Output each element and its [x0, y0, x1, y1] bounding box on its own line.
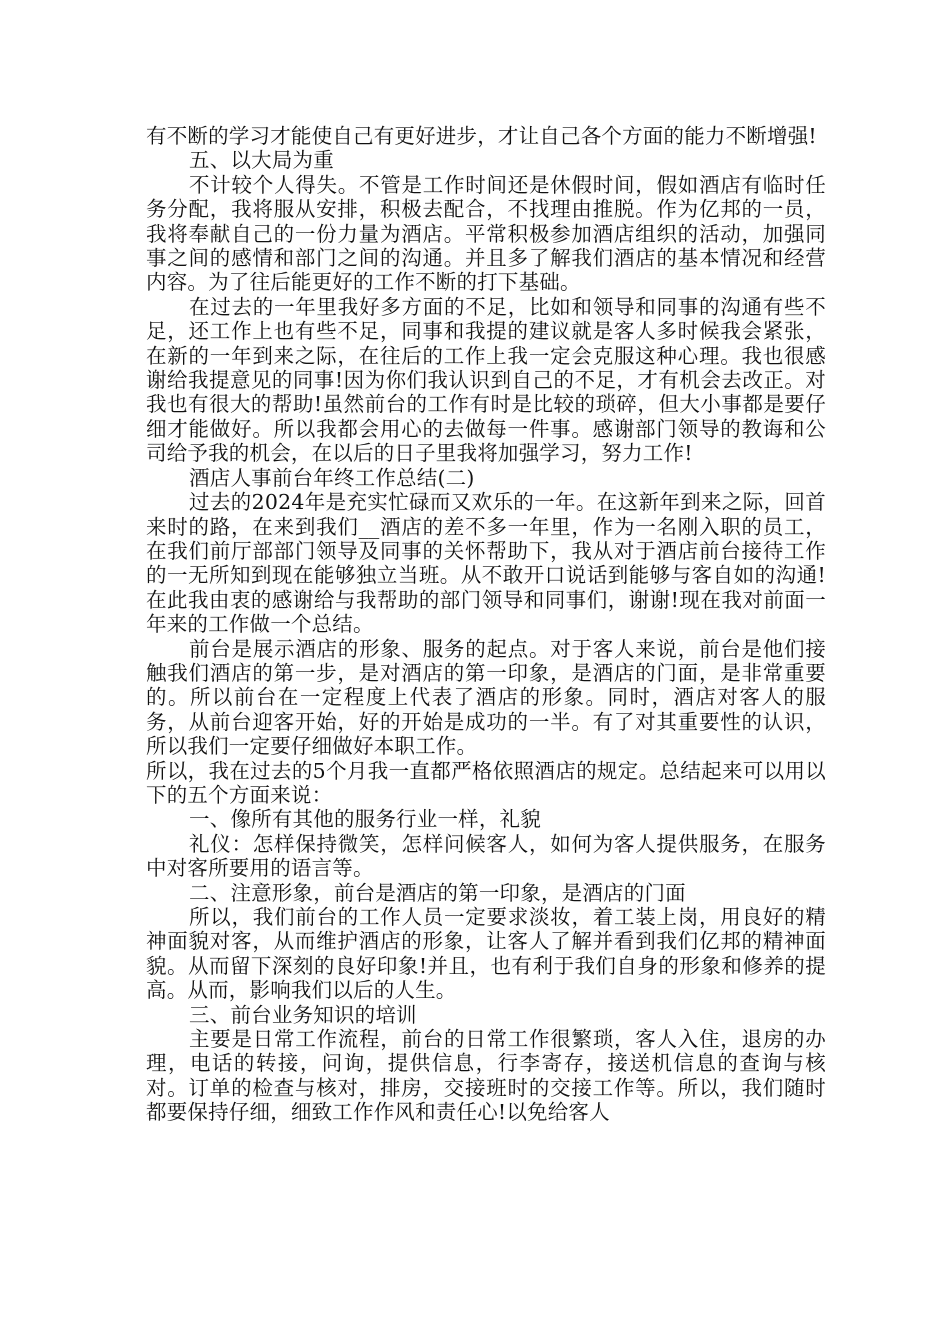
document-page	[146, 124, 826, 1125]
section-heading: 三、前台业务知识的培训	[189, 1002, 417, 1027]
section-heading: 酒店人事前台年终工作总结(二)	[189, 465, 475, 490]
paragraph: 不计较个人得失。不管是工作时间还是休假时间，假如酒店有临时任务分配，我将服从安排，积极去配合，不找理由推脱。作为亿邦的一员，我将奉献自己的一份力量为酒店。平常积极参加酒店组织的活动，加强同事之间的感情和部门之间的沟通。并且多了解我们酒店的基本情况和经营内容。为了往后能更好的工作不断的打下基础。	[146, 172, 826, 295]
paragraph: 前台是展示酒店的形象、服务的起点。对于客人来说，前台是他们接触我们酒店的第一步，是对酒店的第一印象，是酒店的门面，是非常重要的。所以前台在一定程度上代表了酒店的形象。同时，酒店对客人的服务，从前台迎客开始，好的开始是成功的一半。有了对其重要性的认识，所以我们一定要仔细做好本职工作。	[146, 636, 826, 759]
paragraph: 所以，我们前台的工作人员一定要求淡妆，着工装上岗，用良好的精神面貌对客，从而维护酒店的形象，让客人了解并看到我们亿邦的精神面貌。从而留下深刻的良好印象!并且，也有利于我们自身的形象和修养的提高。从而，影响我们以后的人生。	[146, 905, 826, 1003]
paragraph: 礼仪：怎样保持微笑，怎样问候客人，如何为客人提供服务，在服务中对客所要用的语言等。	[146, 831, 826, 881]
paragraph: 有不断的学习才能使自己有更好进步，才让自己各个方面的能力不断增强!	[146, 124, 817, 148]
section-heading: 五、以大局为重	[189, 148, 334, 173]
section-heading: 一、像所有其他的服务行业一样，礼貌	[189, 807, 541, 832]
section-heading: 二、注意形象，前台是酒店的第一印象，是酒店的门面	[189, 880, 686, 905]
paragraph: 在过去的一年里我好多方面的不足，比如和领导和同事的沟通有些不足，还工作上也有些不足，同事和我提的建议就是客人多时候我会紧张，在新的一年到来之际，在往后的工作上我一定会克服这种心理。我也很感谢给我提意见的同事!因为你们我认识到自己的不足，才有机会去改正。对我也有很大的帮助!虽然前台的工作有时是比较的琐碎，但大小事都是要仔细才能做好。所以我都会用心的去做每一件事。感谢部门领导的教诲和公司给予我的机会，在以后的日子里我将加强学习，努力工作!	[146, 294, 826, 466]
paragraph: 过去的2024年是充实忙碌而又欢乐的一年。在这新年到来之际，回首来时的路，在来到我们__酒店的差不多一年里，作为一名刚入职的员工，在我们前厅部部门领导及同事的关怀帮助下，我从对于酒店前台接待工作的一无所知到现在能够独立当班。从不敢开口说话到能够与客自如的沟通!在此我由衷的感谢给与我帮助的部门领导和同事们，谢谢!现在我对前面一年来的工作做一个总结。	[146, 490, 826, 637]
paragraph: 所以，我在过去的5个月我一直都严格依照酒店的规定。总结起来可以用以下的五个方面来说：	[146, 758, 826, 807]
paragraph: 主要是日常工作流程，前台的日常工作很繁琐，客人入住，退房的办理，电话的转接，问询，提供信息，行李寄存，接送机信息的查询与核对。订单的检查与核对，排房，交接班时的交接工作等。所以，我们随时都要保持仔细，细致工作作风和责任心!以免给客人	[146, 1027, 826, 1125]
